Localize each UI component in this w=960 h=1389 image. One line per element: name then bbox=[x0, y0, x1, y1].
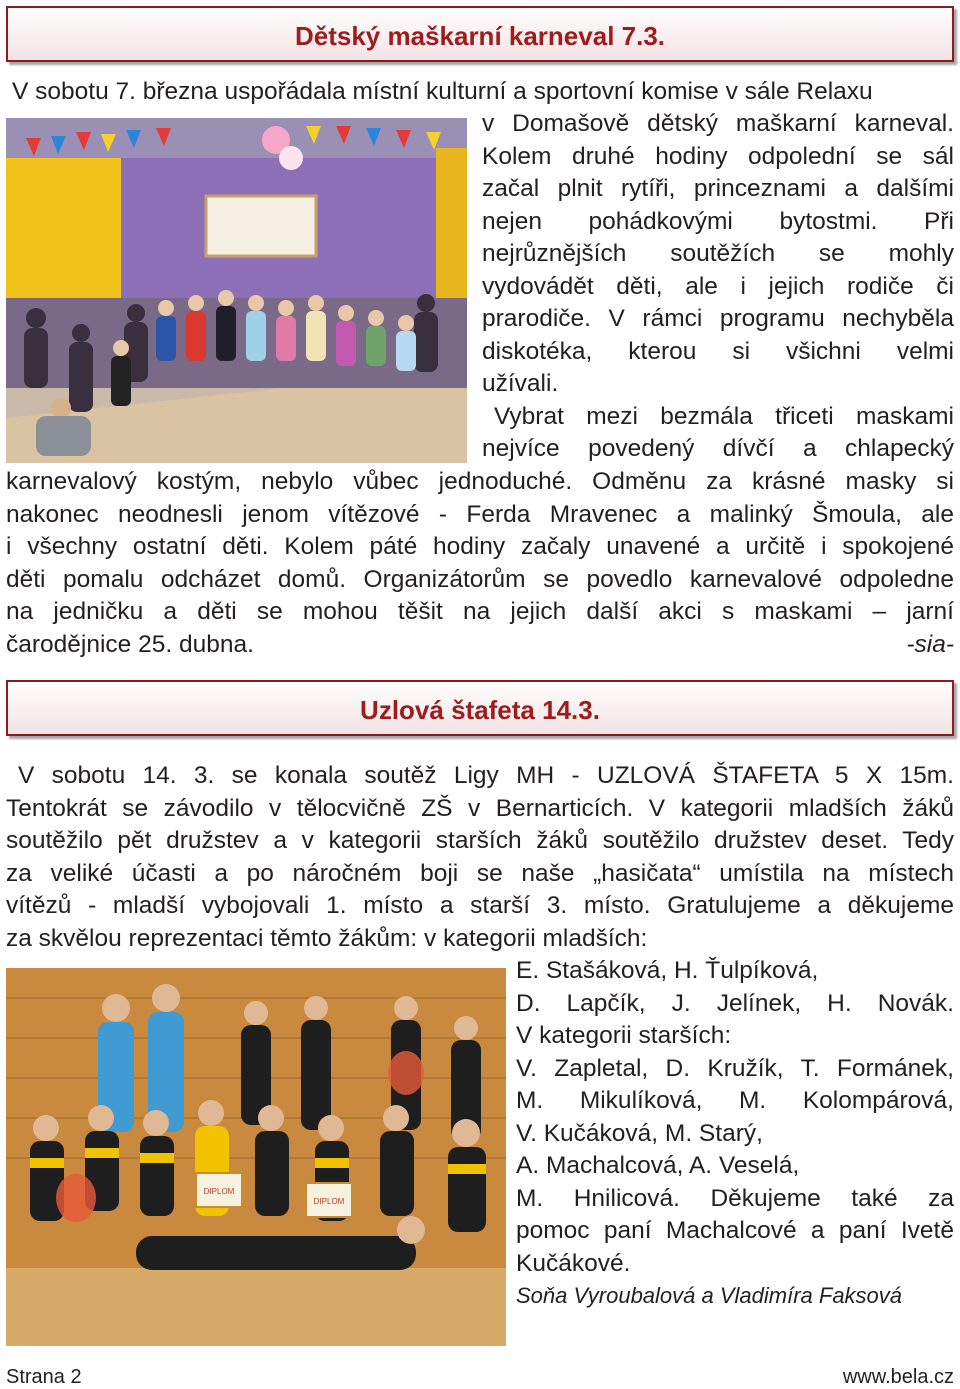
text-line: M. Hnilicová. Děkujeme také za bbox=[516, 1184, 954, 1212]
text-line: diskotéka, kterou si všichni velmi bbox=[482, 337, 954, 365]
text-line: D. Lapčík, J. Jelínek, H. Novák. bbox=[516, 989, 954, 1017]
text-line: pomoc paní Machalcové a paní Ivetě bbox=[516, 1217, 954, 1244]
text-line: nejen pohádkovými bytostmi. Při bbox=[482, 207, 954, 235]
text-line: začal plnit rytíři, princeznami a dalšími bbox=[482, 175, 954, 202]
signature: -sia- bbox=[906, 630, 954, 658]
article-title-banner bbox=[6, 6, 954, 62]
text-line: v Domašově dětský maškarní karneval. bbox=[482, 110, 954, 137]
text-line: užívali. bbox=[482, 370, 559, 397]
text-line: Tentokrát se závodilo v tělocvičně ZŠ v Bernarticích. V kategorii mladších žáků bbox=[6, 794, 954, 822]
article-text-full bbox=[6, 760, 954, 955]
text-line: prarodiče. V rámci programu nechyběla bbox=[482, 305, 954, 332]
text-line: V. Kučáková, M. Starý, bbox=[516, 1119, 763, 1147]
text-line: i všechny ostatní děti. Kolem páté hodiny začaly unavené a určitě i spokojené bbox=[6, 533, 954, 560]
text-line: vítězů - mladší vybojovali 1. místo a starší 3. místo. Gratulujeme a děkujeme bbox=[6, 892, 954, 919]
text-line: nejrůznějších soutěžích se mohly bbox=[482, 240, 954, 267]
text-line: V kategorii starších: bbox=[516, 1022, 732, 1049]
team-photo-drawing bbox=[6, 968, 506, 1346]
text-line: A. Machalcová, A. Veselá, bbox=[516, 1152, 800, 1179]
diploma-label: DIPLOM bbox=[313, 1197, 345, 1206]
article-title: Uzlová štafeta 14.3. bbox=[360, 695, 600, 725]
text-line: V sobotu 14. 3. se konala soutěž Ligy MH - UZLOVÁ ŠTAFETA 5 X 15m. bbox=[18, 762, 954, 789]
text-line: Kučákové. bbox=[516, 1249, 631, 1277]
text-line: za veliké účasti a po náročném boji se naše „hasičata“ umístila na místech bbox=[6, 859, 954, 887]
participants-list bbox=[516, 955, 954, 1313]
text-line: Vybrat mezi bezmála třiceti maskami bbox=[494, 402, 954, 430]
text-line: V sobotu 7. března uspořádala místní kulturní a sportovní komise v sále Relaxu bbox=[12, 78, 873, 105]
carnival-photo bbox=[6, 118, 467, 463]
article-text-right bbox=[482, 108, 954, 466]
text-line: Kolem druhé hodiny odpolední se sál bbox=[482, 142, 954, 170]
article-title-banner bbox=[6, 680, 954, 736]
text-line: V. Zapletal, D. Kružík, T. Formánek, bbox=[516, 1054, 954, 1082]
diploma-label: DIPLOM bbox=[203, 1187, 235, 1196]
authors-signature: Soňa Vyroubalová a Vladimíra Faksová bbox=[516, 1283, 903, 1308]
text-line: soutěžilo pět družstev a v kategorii starších žáků soutěžilo družstev deset. Tedy bbox=[6, 827, 954, 854]
text-line: E. Stašáková, H. Ťulpíková, bbox=[516, 957, 819, 984]
site-url: www.bela.cz bbox=[842, 1366, 954, 1388]
article-text-full bbox=[6, 466, 954, 661]
text-line: nakonec neodnesli jenom vítězové - Ferda Mravenec a malinký Šmoula, ale bbox=[6, 500, 954, 528]
text-line: karnevalový kostým, nebylo vůbec jednoduché. Odměnu za krásné masky si bbox=[6, 468, 954, 495]
text-line: za skvělou reprezentaci těmto žákům: v kategorii mladších: bbox=[6, 924, 648, 952]
text-line-last bbox=[6, 629, 954, 662]
text-line: na jedničku a děti se mohou těšit na jejich další akci s maskami – jarní bbox=[6, 598, 954, 625]
page-number: Strana 2 bbox=[6, 1366, 82, 1388]
text-line: čarodějnice 25. dubna. bbox=[6, 630, 254, 658]
carnival-photo-drawing bbox=[6, 118, 467, 463]
team-photo bbox=[6, 968, 506, 1346]
article-title: Dětský maškarní karneval 7.3. bbox=[294, 21, 666, 51]
text-line: nejvíce povedený dívčí a chlapecký bbox=[482, 435, 954, 462]
text-line: M. Mikulíková, M. Kolompárová, bbox=[516, 1087, 954, 1114]
text-line: vydovádět děti, ale i jejich rodiče či bbox=[482, 272, 954, 300]
article-intro-line bbox=[12, 76, 956, 109]
text-line: děti pomalu odcházet domů. Organizátorům se povedlo karnevalové odpoledne bbox=[6, 565, 954, 593]
